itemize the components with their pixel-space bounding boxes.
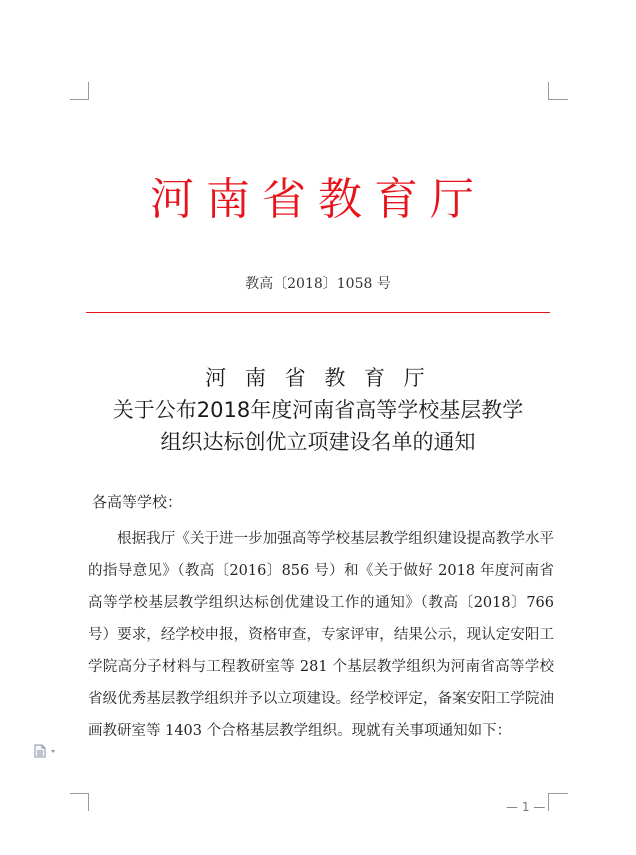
document-options-icon[interactable]: [34, 743, 60, 757]
letterhead-org-name: 河南省教育厅: [150, 174, 486, 225]
salutation: 各高等学校：: [92, 493, 183, 511]
document-number: 教高〔2018〕1058 号: [245, 276, 391, 292]
title-line-3: 组织达标创优立项建设名单的通知: [160, 430, 476, 454]
title-line-2: 关于公布2018年度河南省高等学校基层教学: [112, 398, 524, 422]
page-number: — 1 —: [506, 800, 546, 814]
letterhead-red-rule: [86, 312, 550, 313]
crop-mark-top-left: [70, 82, 89, 100]
body-paragraph: 根据我厅《关于进一步加强高等学校基层教学组织建设提高教学水平的指导意见》（教高〔2016〕856 号）和《关于做好 2018 年度河南省高等学校基层教学组织达标创优建设工作的通知》（教高〔2018〕766 号）要求，经学校申报，资格审查，专家评审，结果公示，现认定安阳工学院高分子材料与工程教研室等 281 个基层教学组织为河南省高等学校省级优秀基层教学组织并予以立项建设。经学校评定，备案安阳工学院油画教研室等 1403 个合格基层教学组织。现就有关事项通知如下：: [88, 531, 554, 739]
title-line-org: 河 南 省 教 育 厅: [205, 366, 431, 390]
document-title: [60, 362, 576, 458]
crop-mark-bottom-left: [70, 793, 89, 811]
crop-mark-top-right: [548, 82, 568, 100]
crop-mark-bottom-right: [548, 793, 568, 811]
